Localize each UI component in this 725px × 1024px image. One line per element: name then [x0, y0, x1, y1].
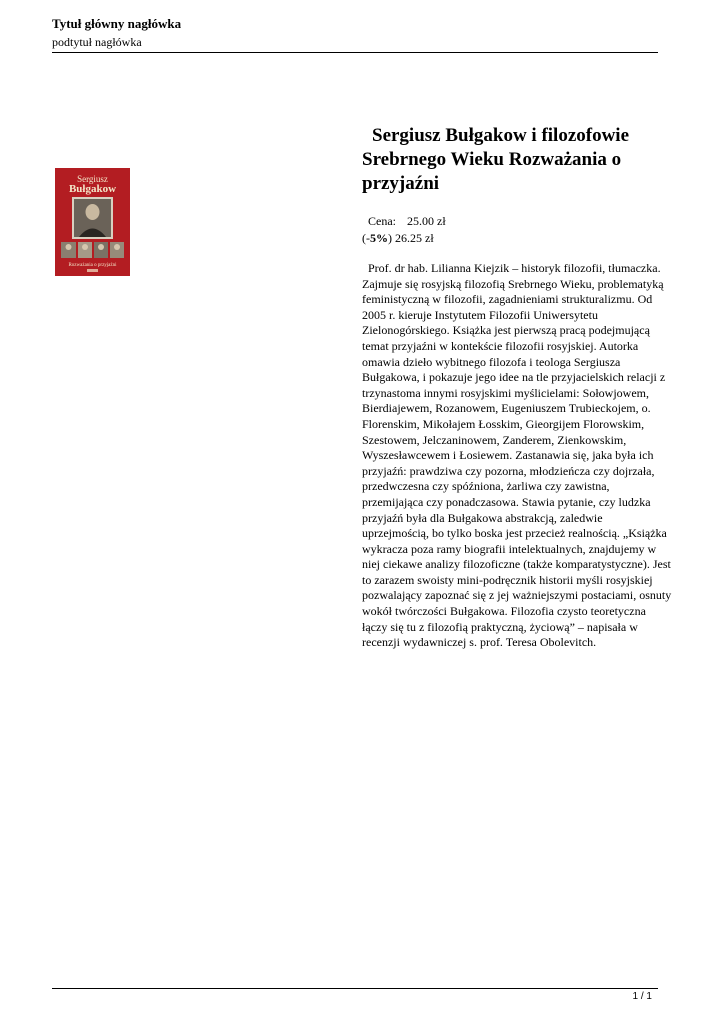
price-label: Cena: — [368, 214, 396, 228]
cover-line1: Sergiusz — [77, 174, 108, 184]
header-title: Tytuł główny nagłówka — [52, 16, 182, 31]
cover-line2: Bułgakow — [68, 183, 117, 195]
footer-divider — [52, 988, 658, 989]
book-title: Sergiusz Bułgakow i filozofowie Srebrnego Wieku Rozważania o przyjaźni — [362, 125, 630, 194]
discount-open: (- — [362, 231, 370, 245]
book-description: Prof. dr hab. Lilianna Kiejzik – historyk filozofii, tłumaczka. Zajmuje się rosyjską filozofią Srebrnego Wieku, problematyką feministyczną w filozofii, zagadnieniami strukturalizmu. Od 2005 r. kieruje Instytutem Filozofii Uniwersytetu Zielonogórskiego. Książka jest pierwszą pracą podejmującą temat przyjaźni w kontekście filozofii rosyjskiej. Autorka omawia dzieło wybitnego filozofa i teologa Sergiusza Bułgakowa, i pokazuje jego idee na tle przyjacielskich relacji z trzynastoma innymi rosyjskimi myślicielami: Sołowjowem, Bierdiajewem, Rozanowem, Eugeniuszem Trubieckojem, o. Florenskim, Mikołajem Łosskim, Gieorgijem Florowskim, Szestowem, Jelczaninowem, Zanderem, Zienkowskim, Wyszesławcewem i Łosiewem. Zastanawia się, jaka była ich przyjaźń: prawdziwa czy pozorna, młodzieńcza czy dojrzała, przedwczesna czy spóźniona, żarliwa czy zawistna, przemijająca czy ponadczasowa. Stawia pytanie, czy ludzka przyjaźń była dla Bułgakowa abstrakcją, zaledwie uprzejmością, bo tylko boska jest przecież realnością. „Książka wykracza poza ramy biografii intelektualnych, znajdujemy w niej ciekawe analizy filozoficzne (także komparatystyczne). Jest to zarazem swoisty mini-podręcznik historii myśli rosyjskiej pozwalający zapoznać się z jej ważniejszymi postaciami, osnuty wokół twórczości Bułgakowa. Filozofia czysto teoretyczna łączy się tu z filozofią praktyczną, życiową” – napisała w recenzji wydawniczej s. prof. Teresa Obolevitch. — [362, 261, 672, 650]
header-divider — [52, 52, 658, 53]
header-subtitle: podtytuł nagłówka — [52, 35, 142, 49]
page-number: 1 / 1 — [632, 991, 652, 1002]
book-cover-image — [55, 168, 130, 276]
product-content — [362, 124, 672, 651]
cover-subtitle: Rozważania o przyjaźni — [68, 263, 117, 268]
page-header — [52, 16, 181, 50]
discount-percent: 5% — [370, 231, 388, 245]
price-block — [362, 213, 672, 247]
price-original: 25.00 zł — [407, 214, 446, 228]
discount-close: ) — [388, 231, 392, 245]
price-final: 26.25 zł — [395, 231, 434, 245]
